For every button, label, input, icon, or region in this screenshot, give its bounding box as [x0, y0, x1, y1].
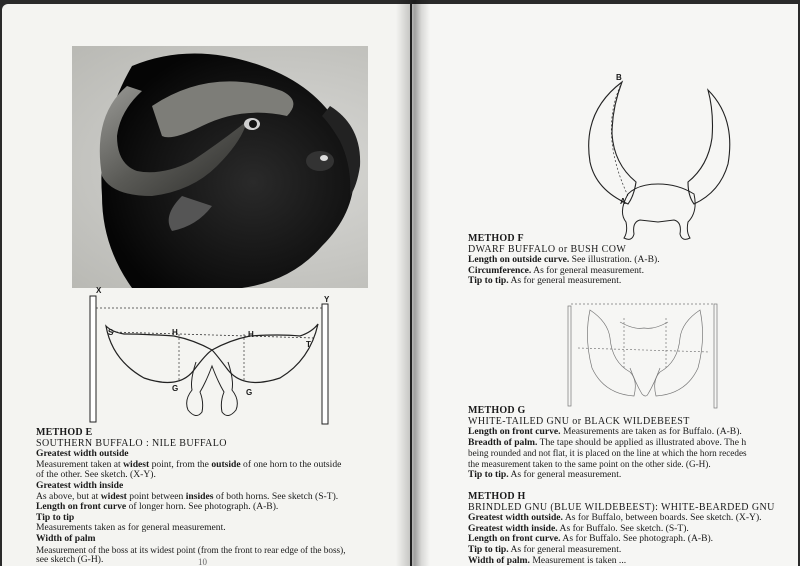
label-a: A	[620, 197, 626, 206]
label-y: Y	[324, 295, 330, 304]
tip-to-tip-text: Measurements taken as for general measurement.	[36, 522, 226, 534]
method-h-palm: Width of palm. Measurement is taken ...	[468, 554, 627, 566]
outside-curve-text: Length on outside curve. See illustration. (A-B).	[468, 254, 660, 266]
method-g-palm-line-1: Breadth of palm. The tape should be applied as illustrated above. The h	[468, 436, 747, 448]
left-page	[2, 4, 410, 566]
label-g-left: G	[172, 384, 179, 393]
widest-outside-line-2: of the other. See sketch. (X-Y).	[36, 469, 156, 481]
method-h-front-curve: Length on front curve. As for Buffalo. See photograph. (A-B).	[468, 533, 714, 545]
width-of-palm-label: Width of palm	[36, 532, 96, 544]
method-h-heading: METHOD H	[468, 491, 526, 502]
widest-inside-label: Greatest width inside	[36, 479, 124, 491]
widest-outside-label: Greatest width outside	[36, 448, 129, 460]
method-h-inside: Greatest width inside. As for Buffalo. See sketch. (S-T).	[468, 522, 689, 534]
method-e-section	[36, 428, 404, 566]
method-h-species: BRINDLED GNU (BLUE WILDEBEEST): WHITE-BEARDED GNU	[468, 501, 775, 513]
label-b: B	[616, 73, 622, 82]
method-h-tip-text: Tip to tip. As for general measurement.	[468, 543, 622, 555]
method-e-heading: METHOD E	[36, 427, 93, 438]
book-gutter-shadow	[396, 0, 430, 566]
gnu-horn-sketch	[564, 298, 724, 414]
label-t: T	[306, 340, 311, 349]
label-s: S	[108, 328, 114, 337]
method-f-section	[468, 234, 788, 287]
method-h-section	[468, 492, 798, 566]
buffalo-head-photo	[72, 46, 368, 288]
method-g-front-curve: Length on front curve. Measurements are taken as for Buffalo. (A-B).	[468, 426, 742, 438]
method-g-species: WHITE-TAILED GNU or BLACK WILDEBEEST	[468, 415, 690, 427]
widest-inside-text: As above, but at widest point between insides of both horns. See sketch (S-T).	[36, 490, 339, 502]
method-f-heading: METHOD F	[468, 233, 524, 244]
method-g-palm-line-3: the measurement taken to the same point on the other side. (G-H).	[468, 458, 711, 469]
front-curve-text: Length on front curve of longer horn. See photograph. (A-B).	[36, 501, 279, 513]
tip-to-tip-label: Tip to tip	[36, 511, 75, 523]
label-g-right: G	[246, 388, 253, 397]
method-f-species: DWARF BUFFALO or BUSH COW	[468, 243, 627, 255]
widest-outside-line-1: Measurement taken at widest point, from the outside of one horn to the outside	[36, 458, 342, 470]
page-number: 10	[198, 557, 207, 566]
method-g-tip-text: Tip to tip. As for general measurement.	[468, 468, 622, 480]
right-page	[412, 4, 798, 566]
palm-text-line-1: Measurement of the boss at its widest point (from the front to rear edge of the boss),	[36, 544, 346, 555]
method-g-palm-line-2: being rounded and not flat, it is placed on the line at which the horn recedes	[468, 448, 747, 459]
method-h-outside: Greatest width outside. As for Buffalo, between boards. See sketch. (X-Y).	[468, 512, 762, 524]
palm-text-line-2: see sketch (G-H).	[36, 554, 104, 566]
label-h-left: H	[172, 328, 178, 337]
method-e-species: SOUTHERN BUFFALO : NILE BUFFALO	[36, 437, 227, 449]
buffalo-horn-sketch	[84, 286, 340, 428]
dwarf-buffalo-horn-sketch	[578, 72, 738, 244]
label-x: X	[96, 286, 102, 295]
method-f-tip-text: Tip to tip. As for general measurement.	[468, 275, 622, 287]
label-h-right: H	[248, 330, 254, 339]
method-g-heading: METHOD G	[468, 405, 526, 416]
circumference-text: Circumference. As for general measurement.	[468, 264, 644, 276]
method-g-section	[468, 406, 798, 480]
